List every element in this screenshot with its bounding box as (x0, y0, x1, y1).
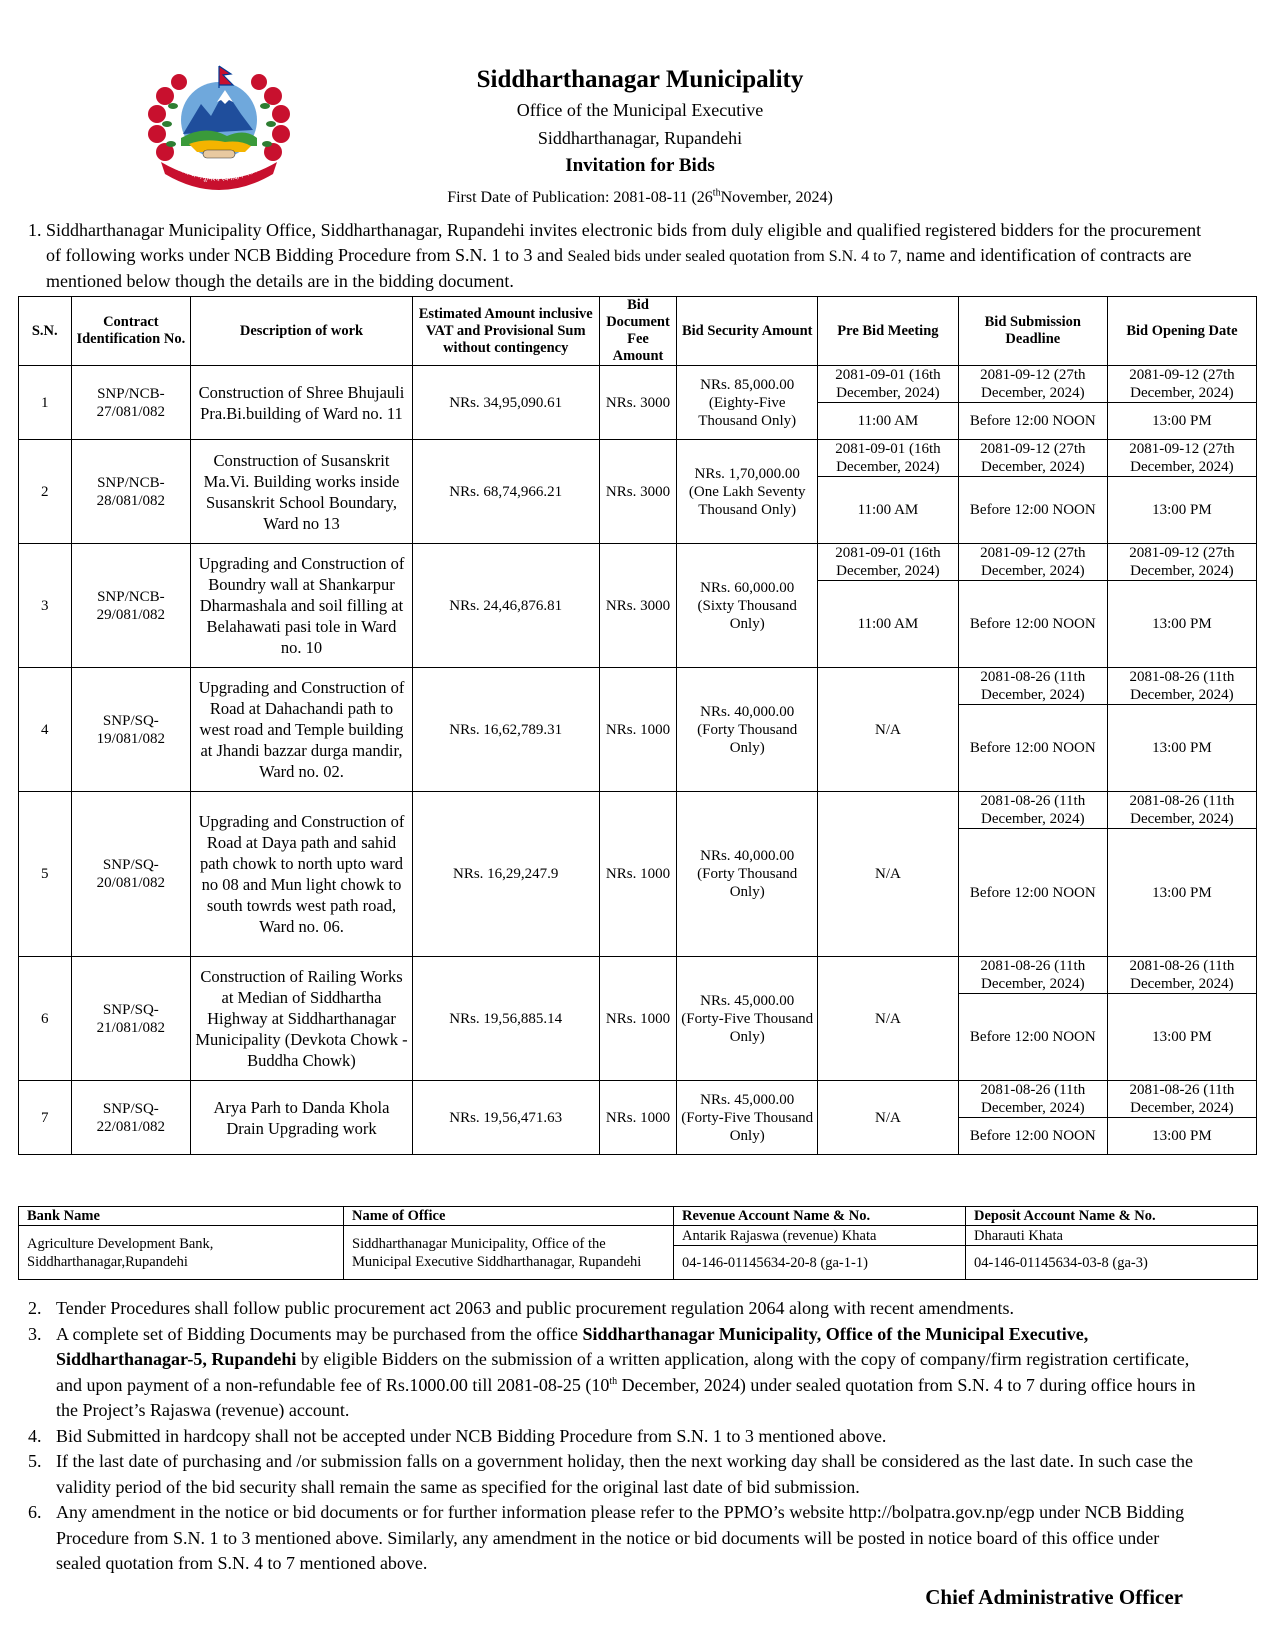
cell-contract: SNP/NCB-29/081/082 (71, 544, 191, 668)
cell-sn: 2 (19, 440, 72, 544)
cell-opening-time: 13:00 PM (1107, 705, 1256, 792)
cell-opening-time: 13:00 PM (1107, 829, 1256, 957)
cell-submission-time: Before 12:00 NOON (958, 705, 1107, 792)
cell-submission-time: Before 12:00 NOON (958, 403, 1107, 440)
table-row (19, 544, 1257, 581)
header-estimate: Estimated Amount inclusive VAT and Provisional Sum without contingency (412, 297, 599, 366)
cell-fee: NRs. 3000 (599, 544, 677, 668)
cell-submission-date: 2081-08-26 (11th December, 2024) (958, 1081, 1107, 1118)
cell-estimate: NRs. 16,29,247.9 (412, 792, 599, 957)
cell-prebid: N/A (818, 957, 959, 1081)
cell-security: NRs. 40,000.00 (Forty Thousand Only) (677, 668, 818, 792)
cell-estimate: NRs. 16,62,789.31 (412, 668, 599, 792)
table-row (19, 668, 1257, 705)
cell-security: NRs. 40,000.00 (Forty Thousand Only) (677, 792, 818, 957)
cell-sn: 1 (19, 366, 72, 440)
cell-description: Construction of Railing Works at Median of Siddhartha Highway at Siddharthanagar Municipality (Devkota Chowk - Buddha Chowk) (191, 957, 413, 1081)
bids-table (18, 296, 1257, 1155)
cell-submission-time: Before 12:00 NOON (958, 994, 1107, 1081)
header-fee: Bid Document Fee Amount (599, 297, 677, 366)
cell-contract: SNP/SQ-21/081/082 (71, 957, 191, 1081)
publication-date: First Date of Publication: 2081-08-11 (26thNovember, 2024) (447, 187, 833, 206)
notice-title: Invitation for Bids (565, 155, 715, 176)
bank-account-table (18, 1206, 1258, 1280)
cell-opening-date: 2081-08-26 (11th December, 2024) (1107, 1081, 1256, 1118)
header-contract-id: Contract Identification No. (71, 297, 191, 366)
cell-description: Upgrading and Construction of Boundry wall at Shankarpur Dharmashala and soil filling at Belahawati pasi tole in Ward no. 10 (191, 544, 413, 668)
table-row (19, 366, 1257, 403)
cell-security: NRs. 45,000.00 (Forty-Five Thousand Only) (677, 957, 818, 1081)
header-security: Bid Security Amount (677, 297, 818, 366)
svg-text:जननी जन्मभूमिश्च स्वर्गादपि गर: जननी जन्मभूमिश्च स्वर्गादपि गरीयसी (173, 163, 265, 184)
office-name: Office of the Municipal Executive (516, 100, 764, 120)
table-header-row (19, 297, 1257, 366)
note-item: 4. Bid Submitted in hardcopy shall not be accepted under NCB Bidding Procedure from S.N. 1 to 3 mentioned above. (28, 1425, 887, 1446)
cell-sn: 3 (19, 544, 72, 668)
cell-estimate: NRs. 34,95,090.61 (412, 366, 599, 440)
cell-prebid: N/A (818, 792, 959, 957)
cell-prebid-date: 2081-09-01 (16th December, 2024) (818, 366, 959, 403)
cell-opening-date: 2081-08-26 (11th December, 2024) (1107, 668, 1256, 705)
cell-estimate: NRs. 24,46,876.81 (412, 544, 599, 668)
office-name-cell: Siddharthanagar Municipality, Office of the Municipal Executive Siddharthanagar, Rupandehi (344, 1226, 674, 1280)
signoff: Chief Administrative Officer (925, 1585, 1183, 1609)
cell-sn: 4 (19, 668, 72, 792)
header-submission: Bid Submission Deadline (958, 297, 1107, 366)
notes-list (28, 1296, 1198, 1577)
cell-opening-date: 2081-08-26 (11th December, 2024) (1107, 792, 1256, 829)
cell-description: Construction of Susanskrit Ma.Vi. Building works inside Susanskrit School Boundary, Ward no 13 (191, 440, 413, 544)
cell-contract: SNP/NCB-27/081/082 (71, 366, 191, 440)
header-opening: Bid Opening Date (1107, 297, 1256, 366)
header-prebid: Pre Bid Meeting (818, 297, 959, 366)
cell-submission-date: 2081-08-26 (11th December, 2024) (958, 957, 1107, 994)
cell-prebid-date: 2081-09-01 (16th December, 2024) (818, 544, 959, 581)
cell-opening-time: 13:00 PM (1107, 994, 1256, 1081)
cell-contract: SNP/SQ-20/081/082 (71, 792, 191, 957)
cell-prebid-date: 2081-09-01 (16th December, 2024) (818, 440, 959, 477)
cell-prebid-time: 11:00 AM (818, 581, 959, 668)
cell-prebid-time: 11:00 AM (818, 403, 959, 440)
cell-submission-time: Before 12:00 NOON (958, 829, 1107, 957)
cell-fee: NRs. 3000 (599, 440, 677, 544)
deposit-account-number: 04-146-01145634-03-8 (ga-3) (966, 1246, 1258, 1280)
cell-contract: SNP/SQ-22/081/082 (71, 1081, 191, 1155)
cell-prebid: N/A (818, 1081, 959, 1155)
cell-fee: NRs. 3000 (599, 366, 677, 440)
note-item: 3. A complete set of Bidding Documents may be purchased from the office Siddharthanagar Municipality, Office of the Municipal Executive, Siddharthanagar-5, Rupandehi by eligible Bidders on the submission of a written application, along with the copy of company/firm registration certificate, and upon payment of a non-refundable fee of Rs.1000.00 till 2081-08-25 (10th December, 2024) under sealed quotation from S.N. 4 to 7 during office hours in the Project’s Rajaswa (revenue) account. (28, 1323, 1196, 1420)
cell-description: Upgrading and Construction of Road at Dahachandi path to west road and Temple building at Jhandi bazzar durga mandir, Ward no. 02. (191, 668, 413, 792)
cell-sn: 5 (19, 792, 72, 957)
cell-estimate: NRs. 68,74,966.21 (412, 440, 599, 544)
cell-estimate: NRs. 19,56,885.14 (412, 957, 599, 1081)
nepal-emblem-icon (145, 58, 293, 190)
table-row (19, 1081, 1257, 1118)
header-office-name: Name of Office (344, 1207, 674, 1226)
header-sn: S.N. (19, 297, 72, 366)
cell-security: NRs. 45,000.00 (Forty-Five Thousand Only) (677, 1081, 818, 1155)
table-row (19, 440, 1257, 477)
cell-prebid-time: 11:00 AM (818, 477, 959, 544)
cell-sn: 6 (19, 957, 72, 1081)
header-description: Description of work (191, 297, 413, 366)
cell-submission-date: 2081-08-26 (11th December, 2024) (958, 792, 1107, 829)
cell-submission-date: 2081-09-12 (27th December, 2024) (958, 440, 1107, 477)
cell-submission-date: 2081-09-12 (27th December, 2024) (958, 544, 1107, 581)
cell-estimate: NRs. 19,56,471.63 (412, 1081, 599, 1155)
header-bank-name: Bank Name (19, 1207, 344, 1226)
intro-paragraph: 1. Siddharthanagar Municipality Office, Siddharthanagar, Rupandehi invites electronic bids from duly eligible and qualified registered bidders for the procurement of following works under NCB Bidding Procedure from S.N. 1 to 3 and Sealed bids under sealed quotation from S.N. 4 to 7, name and identification of contracts are mentioned below though the details are in the bidding document. (28, 220, 1202, 291)
cell-security: NRs. 60,000.00 (Sixty Thousand Only) (677, 544, 818, 668)
bank-header-row (19, 1207, 1258, 1226)
cell-opening-date: 2081-09-12 (27th December, 2024) (1107, 366, 1256, 403)
municipality-title: Siddharthanagar Municipality (476, 66, 804, 93)
cell-opening-time: 13:00 PM (1107, 581, 1256, 668)
note-item: 5. If the last date of purchasing and /or submission falls on a government holiday, then the next working day shall be considered as the last date. In such case the validity period of the bid security shall remain the same as specified for the original last date of bid submission. (28, 1451, 1194, 1497)
cell-fee: NRs. 1000 (599, 668, 677, 792)
cell-description: Construction of Shree Bhujauli Pra.Bi.building of Ward no. 11 (191, 366, 413, 440)
cell-security: NRs. 85,000.00 (Eighty-Five Thousand Only) (677, 366, 818, 440)
cell-contract: SNP/NCB-28/081/082 (71, 440, 191, 544)
table-row (19, 792, 1257, 829)
note-item: 6. Any amendment in the notice or bid documents or for further information please refer to the PPMO’s website http://bolpatra.gov.np/egp under NCB Bidding Procedure from S.N. 1 to 3 mentioned above. Similarly, any amendment in the notice or bid documents will be posted in notice board of this office under sealed quotation from S.N. 4 to 7 mentioned above. (28, 1502, 1185, 1573)
table-row (19, 957, 1257, 994)
cell-fee: NRs. 1000 (599, 1081, 677, 1155)
bank-row (19, 1226, 1258, 1246)
cell-submission-date: 2081-08-26 (11th December, 2024) (958, 668, 1107, 705)
cell-security: NRs. 1,70,000.00 (One Lakh Seventy Thousand Only) (677, 440, 818, 544)
cell-opening-time: 13:00 PM (1107, 477, 1256, 544)
cell-opening-date: 2081-09-12 (27th December, 2024) (1107, 440, 1256, 477)
cell-opening-date: 2081-09-12 (27th December, 2024) (1107, 544, 1256, 581)
cell-fee: NRs. 1000 (599, 957, 677, 1081)
cell-submission-date: 2081-09-12 (27th December, 2024) (958, 366, 1107, 403)
revenue-account-name: Antarik Rajaswa (revenue) Khata (674, 1226, 966, 1246)
cell-submission-time: Before 12:00 NOON (958, 1118, 1107, 1155)
note-item: 2. Tender Procedures shall follow public procurement act 2063 and public procurement regulation 2064 along with recent amendments. (28, 1298, 1014, 1318)
cell-prebid: N/A (818, 668, 959, 792)
cell-opening-date: 2081-08-26 (11th December, 2024) (1107, 957, 1256, 994)
intro-number: 1. (28, 220, 42, 240)
cell-contract: SNP/SQ-19/081/082 (71, 668, 191, 792)
bank-name: Agriculture Development Bank, Siddharthanagar,Rupandehi (19, 1226, 344, 1280)
cell-opening-time: 13:00 PM (1107, 403, 1256, 440)
header-deposit-account: Deposit Account Name & No. (966, 1207, 1258, 1226)
cell-description: Upgrading and Construction of Road at Daya path and sahid path chowk to north upto ward no 08 and Mun light chowk to south towrds west path road, Ward no. 06. (191, 792, 413, 957)
cell-opening-time: 13:00 PM (1107, 1118, 1256, 1155)
revenue-account-number: 04-146-01145634-20-8 (ga-1-1) (674, 1246, 966, 1280)
office-location: Siddharthanagar, Rupandehi (537, 128, 743, 148)
deposit-account-name: Dharauti Khata (966, 1226, 1258, 1246)
cell-fee: NRs. 1000 (599, 792, 677, 957)
cell-submission-time: Before 12:00 NOON (958, 581, 1107, 668)
cell-description: Arya Parh to Danda Khola Drain Upgrading work (191, 1081, 413, 1155)
header-revenue-account: Revenue Account Name & No. (674, 1207, 966, 1226)
cell-submission-time: Before 12:00 NOON (958, 477, 1107, 544)
cell-sn: 7 (19, 1081, 72, 1155)
